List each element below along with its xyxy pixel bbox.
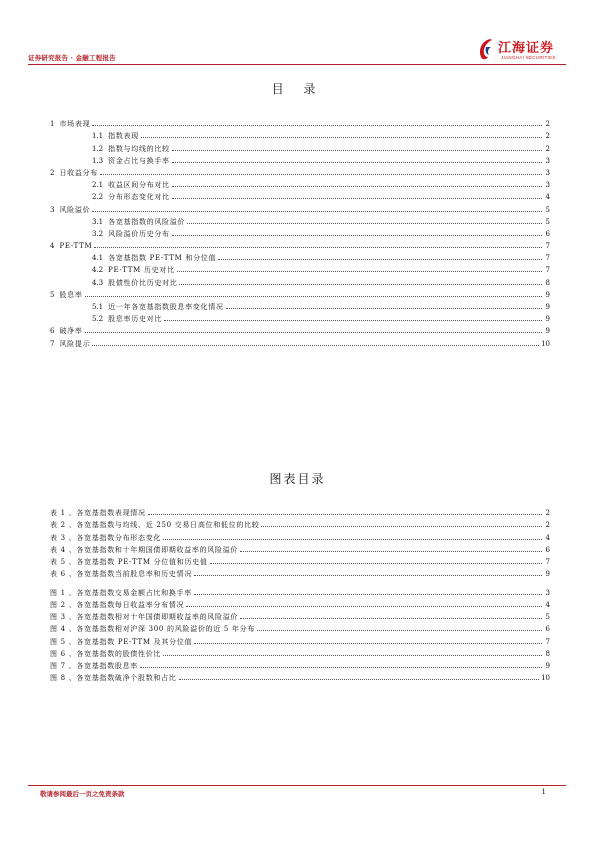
entry-text: 各宽基指数的风险溢价 xyxy=(108,217,186,226)
entry-text: 图 4 、各宽基指数相对沪深 300 的风险溢价的近 5 年分布 xyxy=(50,625,256,634)
dot-leader xyxy=(172,186,542,187)
entry-text: 指数表现 xyxy=(108,132,139,141)
entry-page: 4 xyxy=(545,533,550,542)
logo-swoosh-icon xyxy=(476,37,496,61)
entry-number: 7 xyxy=(50,339,55,348)
dot-leader xyxy=(164,320,542,321)
entry-text: 表 4 、各宽基指数和十年期国债即期收益率的风险溢价 xyxy=(50,545,239,554)
figure-index-entry[interactable] xyxy=(50,597,550,609)
dot-leader xyxy=(140,667,542,668)
entry-text: 市场表现 xyxy=(59,120,91,129)
entry-label xyxy=(92,181,170,189)
entry-page: 7 xyxy=(545,266,550,275)
entry-page: 8 xyxy=(545,278,550,287)
entry-page: 10 xyxy=(541,674,550,683)
table-index-entry[interactable] xyxy=(50,529,550,541)
entry-number: 4 xyxy=(50,242,55,251)
dot-leader xyxy=(210,563,542,564)
entry-page: 10 xyxy=(541,339,550,348)
entry-page: 4 xyxy=(545,193,550,202)
entry-text: 图 2 、各宽基指数每日收益率分布情况 xyxy=(50,601,185,609)
entry-label xyxy=(50,662,138,670)
entry-text: 各宽基指数 PE-TTM 和分位值 xyxy=(108,254,217,263)
entry-label xyxy=(50,625,255,633)
company-logo xyxy=(476,36,566,64)
entry-label xyxy=(92,218,185,226)
dot-leader xyxy=(177,271,542,272)
figure-index-entry[interactable] xyxy=(50,670,550,682)
entry-label xyxy=(92,315,162,323)
figure-index-entry[interactable] xyxy=(50,646,550,658)
entry-page: 4 xyxy=(545,601,550,609)
entry-page: 9 xyxy=(545,661,550,670)
toc-subsection-entry[interactable] xyxy=(50,177,550,189)
table-index-entry[interactable] xyxy=(50,505,550,517)
entry-page: 2 xyxy=(545,132,550,141)
toc-title: 目 录 xyxy=(271,82,324,96)
entry-page: 9 xyxy=(545,327,550,336)
entry-number: 2.2 xyxy=(92,193,104,202)
entry-page: 5 xyxy=(545,217,550,226)
entry-page: 5 xyxy=(545,205,550,214)
entry-page: 2 xyxy=(545,509,550,518)
dot-leader xyxy=(179,679,540,680)
entry-page: 6 xyxy=(545,625,550,634)
entry-page: 5 xyxy=(545,613,550,622)
dot-leader xyxy=(100,174,542,175)
entry-text: 表 1 、各宽基指数表现情况 xyxy=(50,509,146,518)
dot-leader xyxy=(194,594,542,595)
entry-text: 表 2 、各宽基指数与均线、近 250 交易日高位和低位的比较 xyxy=(50,521,260,530)
entry-page: 3 xyxy=(545,181,550,190)
entry-text: PE-TTM 历史对比 xyxy=(108,266,175,275)
dot-leader xyxy=(148,514,542,515)
entry-label xyxy=(50,509,146,517)
figure-index-entry[interactable] xyxy=(50,585,550,597)
entry-number: 1.3 xyxy=(92,156,104,165)
entry-text: 图 1 、各宽基指数交易金额占比和换手率 xyxy=(50,588,192,597)
entry-page: 7 xyxy=(545,242,550,251)
entry-page: 9 xyxy=(545,290,550,299)
dot-leader xyxy=(187,223,542,224)
dot-leader xyxy=(218,259,542,260)
toc-section-entry[interactable] xyxy=(50,165,550,177)
entry-page: 6 xyxy=(545,229,550,238)
entry-number: 5 xyxy=(50,290,55,299)
table-index-entry[interactable] xyxy=(50,517,550,529)
entry-number: 2.1 xyxy=(92,181,104,190)
entry-page: 3 xyxy=(545,588,550,597)
entry-label xyxy=(50,674,177,682)
figure-index-entry[interactable] xyxy=(50,609,550,621)
entry-label xyxy=(50,570,192,578)
entry-label xyxy=(50,521,259,529)
toc-subsection-entry[interactable] xyxy=(50,189,550,201)
toc-subsection-entry[interactable] xyxy=(50,128,550,140)
dot-leader xyxy=(226,308,542,309)
entry-page: 9 xyxy=(545,303,550,311)
toc-subsection-entry[interactable] xyxy=(50,140,550,152)
entry-text: 表 6 、各宽基指数当前股息率和历史情况 xyxy=(50,570,192,579)
entry-page: 9 xyxy=(545,570,550,579)
toc-section-entry[interactable] xyxy=(50,287,550,299)
dot-leader xyxy=(240,618,542,619)
entry-label xyxy=(92,279,177,287)
entry-page: 7 xyxy=(545,637,550,646)
entry-label xyxy=(50,242,92,250)
entry-label xyxy=(92,145,170,153)
entry-text: 股息率 xyxy=(59,290,83,299)
entry-label xyxy=(50,169,98,177)
entry-text: 表 3 、各宽基指数分布形态变化 xyxy=(50,533,162,542)
entry-text: PE-TTM xyxy=(59,242,93,251)
entry-page: 6 xyxy=(545,545,550,554)
dot-leader xyxy=(240,551,542,552)
toc-subsection-entry[interactable] xyxy=(50,214,550,226)
entry-label xyxy=(50,291,83,299)
dot-leader xyxy=(194,575,542,576)
dot-leader xyxy=(92,125,542,126)
figures-list xyxy=(50,505,550,682)
dot-leader xyxy=(261,526,542,527)
entry-text: 日收益分布 xyxy=(59,168,98,177)
entry-number: 1.1 xyxy=(92,132,104,141)
entry-text: 资金占比与换手率 xyxy=(108,156,170,165)
toc-subsection-entry[interactable] xyxy=(50,311,550,323)
figure-index-entry[interactable] xyxy=(50,658,550,670)
entry-text: 股息率历史对比 xyxy=(108,315,163,324)
entry-label xyxy=(92,266,175,274)
entry-label xyxy=(50,558,208,566)
toc-section-entry[interactable] xyxy=(50,335,550,347)
entry-label xyxy=(50,589,192,597)
table-index-entry[interactable] xyxy=(50,542,550,554)
entry-text: 图 5 、各宽基指数 PE-TTM 及其分位值 xyxy=(50,637,193,646)
disclaimer-link[interactable]: 敬请参阅最后一页之免责条款 xyxy=(40,790,125,798)
toc-subsection-entry[interactable] xyxy=(50,274,550,286)
entry-number: 4.1 xyxy=(92,254,104,263)
header-divider xyxy=(28,64,566,65)
dot-leader xyxy=(92,211,542,212)
logo-name: 江海证券 xyxy=(498,41,555,56)
entry-page: 7 xyxy=(545,254,550,263)
entry-text: 收益区间分布对比 xyxy=(108,181,170,190)
page-number: 1 xyxy=(541,788,546,796)
entry-page: 3 xyxy=(545,168,550,177)
dot-leader xyxy=(163,539,542,540)
entry-page: 3 xyxy=(545,156,550,165)
entry-text: 图 6 、各宽基指数的股债性价比 xyxy=(50,649,162,658)
entry-page: 2 xyxy=(545,120,550,129)
figures-title: 图表目录 xyxy=(269,472,326,486)
dot-leader xyxy=(94,247,542,248)
dot-leader xyxy=(257,630,542,631)
dot-leader xyxy=(85,296,542,297)
entry-label xyxy=(50,613,238,621)
dot-leader xyxy=(172,198,542,199)
toc-subsection-entry[interactable] xyxy=(50,262,550,274)
entry-text: 风险提示 xyxy=(59,339,91,348)
entry-text: 指数与均线的比较 xyxy=(108,144,170,153)
entry-text: 图 8 、各宽基指数破净个股数和占比 xyxy=(50,674,177,683)
entry-label xyxy=(50,546,238,554)
toc-section-entry[interactable] xyxy=(50,238,550,250)
entry-text: 表 5 、各宽基指数 PE-TTM 分位值和历史值 xyxy=(50,557,208,566)
entry-number: 2 xyxy=(50,168,55,177)
entry-label xyxy=(92,157,170,165)
entry-text: 分布形态变化对比 xyxy=(108,193,170,202)
entry-label xyxy=(92,193,170,201)
table-index-entry[interactable] xyxy=(50,554,550,566)
entry-number: 3 xyxy=(50,205,55,214)
entry-label xyxy=(92,230,170,238)
entry-text: 风险溢价 xyxy=(59,205,91,214)
toc-section-entry[interactable] xyxy=(50,323,550,335)
entry-label xyxy=(92,303,224,311)
entry-label xyxy=(50,327,83,335)
dot-leader xyxy=(141,137,542,138)
entry-label xyxy=(50,206,90,214)
dot-leader xyxy=(194,643,542,644)
entry-text: 近一年各宽基指数股息率变化情况 xyxy=(108,303,224,311)
entry-number: 1.2 xyxy=(92,144,104,153)
entry-page: 8 xyxy=(545,649,550,658)
figure-index-entry[interactable] xyxy=(50,621,550,633)
footer-divider xyxy=(28,785,566,786)
page-header xyxy=(28,36,566,66)
entry-number: 5.2 xyxy=(92,315,104,324)
entry-number: 1 xyxy=(50,120,55,129)
entry-page: 9 xyxy=(545,315,550,324)
entry-page: 2 xyxy=(545,144,550,153)
entry-number: 6 xyxy=(50,327,55,336)
entry-label xyxy=(50,650,161,658)
entry-number: 3.2 xyxy=(92,229,104,238)
entry-text: 风险溢价历史分布 xyxy=(108,229,170,238)
toc-subsection-entry[interactable] xyxy=(50,250,550,262)
entry-number: 4.2 xyxy=(92,266,104,275)
toc-section-entry[interactable] xyxy=(50,201,550,213)
entry-text: 图 3 、各宽基指数相对十年国债即期收益率的风险溢价 xyxy=(50,613,239,622)
dot-leader xyxy=(92,345,539,346)
figure-index-entry[interactable] xyxy=(50,633,550,645)
entry-text: 股债性价比历史对比 xyxy=(108,278,178,287)
toc-subsection-entry[interactable] xyxy=(50,226,550,238)
entry-label xyxy=(92,254,216,262)
entry-text: 破净率 xyxy=(59,327,83,336)
entry-text: 图 7 、各宽基指数股息率 xyxy=(50,661,139,670)
entry-label xyxy=(50,340,90,348)
entry-label xyxy=(92,132,139,140)
dot-leader xyxy=(179,284,542,285)
entry-number: 5.1 xyxy=(92,303,104,311)
entry-number: 3.1 xyxy=(92,217,104,226)
entry-label xyxy=(50,120,90,128)
entry-page: 2 xyxy=(545,521,550,530)
entry-number: 4.3 xyxy=(92,278,104,287)
table-index-entry[interactable] xyxy=(50,566,550,578)
toc-subsection-entry[interactable] xyxy=(50,153,550,165)
page-footer xyxy=(28,785,566,805)
dot-leader xyxy=(186,606,542,607)
entry-label xyxy=(50,534,161,542)
toc-list xyxy=(50,116,550,348)
toc-subsection-entry[interactable] xyxy=(50,299,550,311)
dot-leader xyxy=(172,150,542,151)
entry-page: 7 xyxy=(545,557,550,566)
dot-leader xyxy=(172,235,542,236)
toc-section-entry[interactable] xyxy=(50,116,550,128)
dot-leader xyxy=(85,332,542,333)
entry-label xyxy=(50,638,192,646)
report-category: 证券研究报告 · 金融工程报告 xyxy=(28,54,116,62)
dot-leader xyxy=(163,655,542,656)
dot-leader xyxy=(172,162,542,163)
entry-label xyxy=(50,601,184,609)
logo-subtitle: JIANGHAI SECURITIES xyxy=(501,55,556,60)
